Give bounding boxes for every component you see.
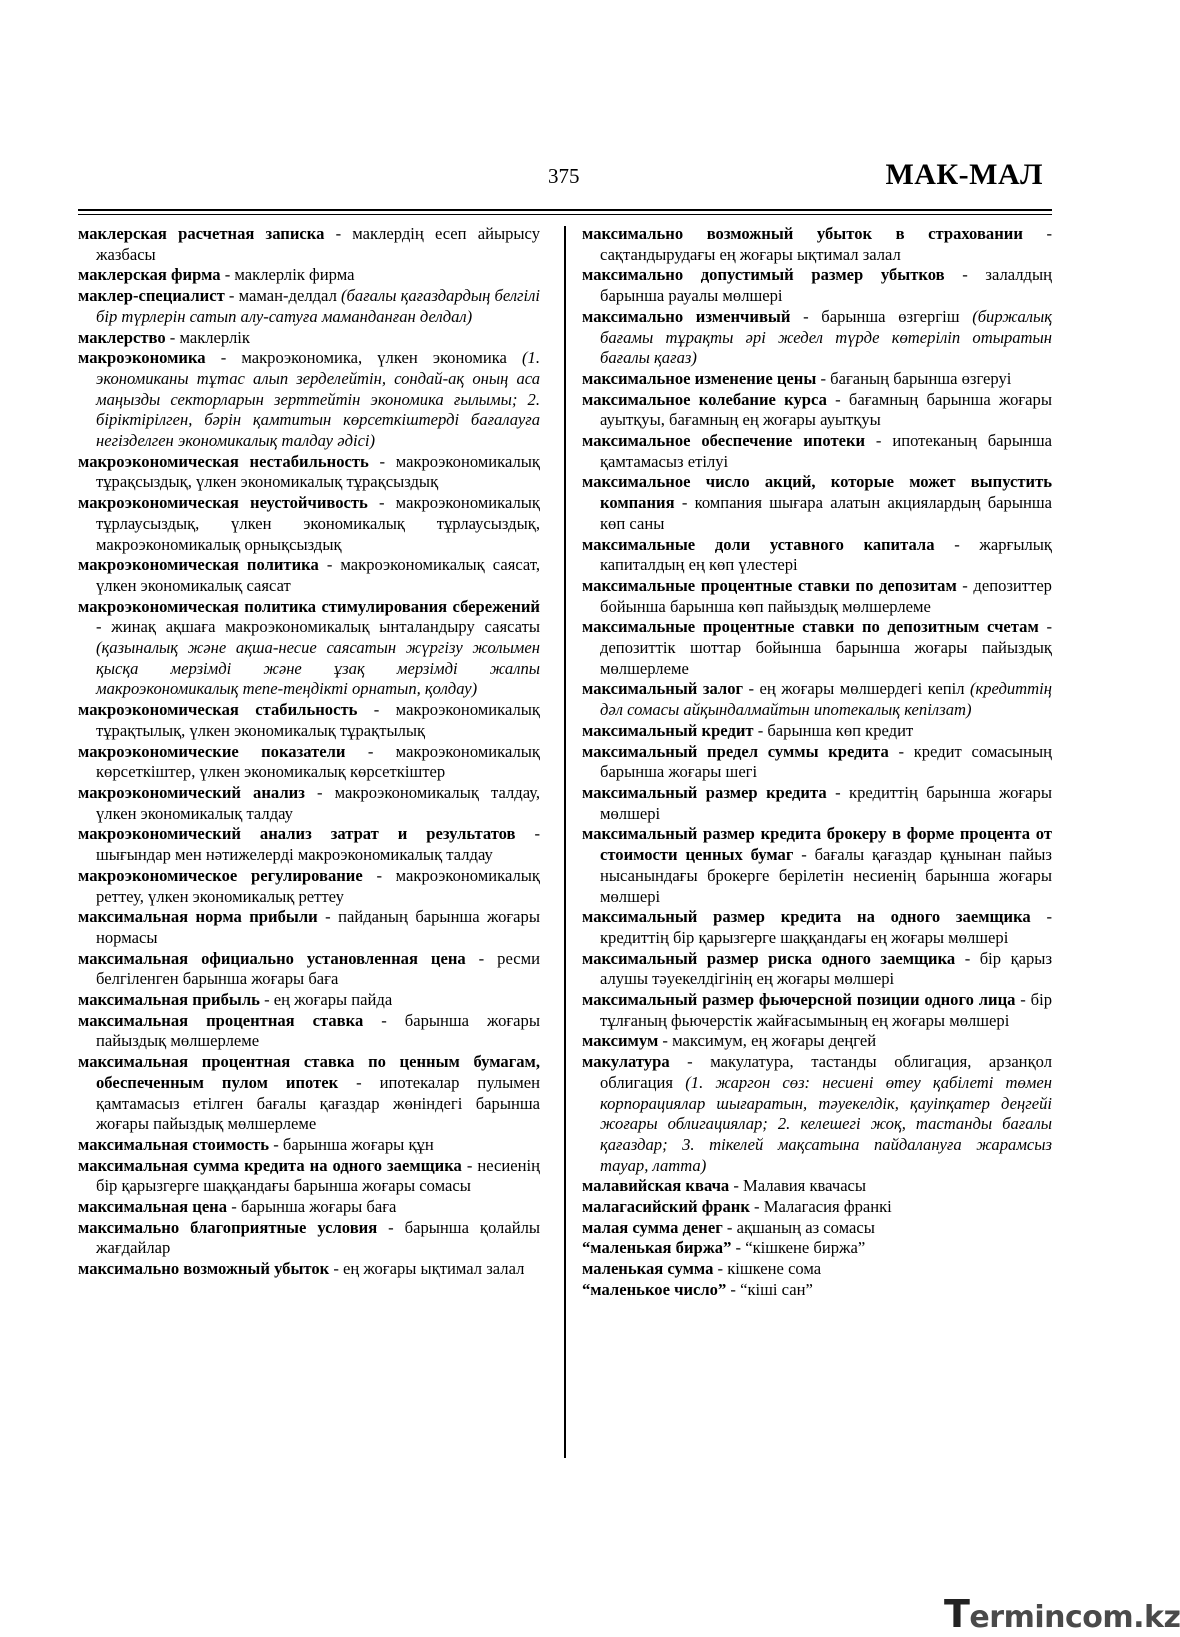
entry-term: макроэкономические показатели [78, 741, 346, 761]
entry-definition: - барынша көп кредит [753, 720, 914, 740]
dictionary-entry [78, 224, 540, 265]
entry-definition: - жарғылық капиталдың ең көп үлестері [600, 534, 1052, 575]
entry-definition: - ең жоғары ықтимал залал [329, 1259, 525, 1279]
entry-term: макроэкономическая политика стимулирования сбережений [78, 596, 540, 616]
entry-definition: - макроэкономика, үлкен экономика [205, 348, 523, 368]
dictionary-entry [582, 1218, 1052, 1239]
entry-definition: - маман-делдал [224, 286, 342, 306]
dictionary-entry [78, 286, 540, 327]
entry-term: маклерство [78, 327, 166, 347]
dictionary-entry [78, 1197, 540, 1218]
entry-term: максимальная стоимость [78, 1134, 270, 1154]
dictionary-entry [582, 1238, 1052, 1259]
watermark-initial: T [944, 1592, 970, 1636]
dictionary-entry [582, 824, 1052, 907]
dictionary-entry [78, 990, 540, 1011]
entry-definition: - компания шығара алатын акциялардың барынша көп саны [600, 493, 1052, 533]
entry-definition: - ипотекалар пулымен қамтамасыз етілген бағалы қағаздар жөніндегі барынша жоғары пайыздық мөлшерлеме [96, 1072, 540, 1134]
entry-note: (1. экономиканы тұтас алып зерделейтін, сондай-ақ оның аса маңызды секторларын зерттейтін экономика ғылымы; 2. біріктірілген, бәрін қамтитын көрсеткіштерді бағалауға негізделген экономикалық талдау әдісі) [96, 348, 540, 451]
entry-note: (бағалы қағаздардың белгілі бір түрлерін сатып алу-сатуға маманданған делдал) [96, 286, 540, 326]
entry-note: (кредиттің дәл сомасы айқындалмайтын ипотекалық кепілзат) [600, 679, 1052, 720]
entry-term: максимальная процентная ставка по ценным бумагам, обеспеченным пулом ипотек [78, 1052, 540, 1092]
dictionary-entry [78, 907, 540, 948]
dictionary-entry [582, 576, 1052, 617]
dictionary-entry [78, 1052, 540, 1135]
entry-definition: - несиенің бір қарызгерге шаққандағы барынша жоғары сомасы [96, 1155, 540, 1196]
entry-term: макроэкономика [78, 348, 206, 368]
entry-term: маклерская фирма [78, 265, 221, 285]
entry-definition: - макроэкономикалық тұрақсыздық, үлкен экономикалық тұрақсыздық [96, 451, 540, 492]
entry-term: маленькая сумма [582, 1259, 714, 1279]
entry-definition: - бір қарыз алушы тәуекелдігінің ең жоғары мөлшері [600, 948, 1053, 989]
entry-term: макроэкономическая политика [78, 555, 319, 575]
entry-definition: - ипотеканың барынша қамтамасыз етілуі [600, 431, 1052, 471]
dictionary-entry [582, 535, 1052, 576]
page-number: 375 [548, 164, 580, 188]
entry-note: (қазыналық және ақша-несие саясатын жүргізу жолымен қысқа мерзімді және ұзақ мерзімді жалпы макроэкономикалық тепе-теңдікті орнатып, қолдау) [96, 638, 540, 699]
entry-term: макроэкономическая неустойчивость [78, 493, 368, 513]
entry-definition: - жинақ ақшаға макроэкономикалық ынталандыру саясаты [96, 617, 540, 637]
entry-term: маклер-специалист [78, 286, 225, 306]
header-rule-thick [78, 209, 1052, 211]
entry-term: макроэкономический анализ затрат и результатов [78, 824, 516, 844]
entry-definition: - шығындар мен нәтижелерді макроэкономикалық талдау [96, 824, 540, 865]
entry-term: макроэкономическая нестабильность [78, 451, 369, 471]
dictionary-entry [582, 265, 1052, 306]
entry-term: “маленькое число” [582, 1279, 727, 1299]
entry-definition: - макроэкономикалық тұрақтылық, үлкен экономикалық тұрақтылық [96, 700, 540, 740]
entry-definition: - макроэкономикалық реттеу, үлкен экономикалық реттеу [96, 865, 540, 906]
dictionary-entry [78, 493, 540, 555]
dictionary-entry [78, 783, 540, 824]
entry-term: максимально благоприятные условия [78, 1217, 378, 1237]
dictionary-entry [582, 1052, 1052, 1176]
dictionary-entry [582, 1280, 1052, 1301]
entry-term: максимально допустимый размер убытков [582, 265, 945, 285]
entry-term: максимальный размер риска одного заемщика [582, 948, 956, 968]
dictionary-entry [78, 1259, 540, 1280]
dictionary-entry [582, 990, 1052, 1031]
entry-term: максимальный размер кредита брокеру в форме процента от стоимости ценных бумаг [582, 824, 1052, 865]
dictionary-entry [78, 265, 540, 286]
dictionary-entry [78, 328, 540, 349]
dictionary-entry [582, 369, 1052, 390]
entry-definition: - кредиттің барынша жоғары мөлшері [600, 782, 1052, 823]
entry-term: максимально возможный убыток [78, 1259, 330, 1279]
dictionary-entry [78, 452, 540, 493]
entry-term: макроэкономическое регулирование [78, 865, 363, 885]
entry-term: максимально изменчивый [582, 306, 791, 326]
entry-term: “маленькая биржа” [582, 1238, 732, 1258]
entry-definition: - маклерлік фирма [220, 265, 355, 285]
entry-definition: - бір тұлғаның фьючерстік жайғасымының ең жоғары мөлшері [600, 990, 1052, 1030]
dictionary-entry [582, 307, 1052, 369]
entry-definition: - макулатура, тастанды облигация, арзанқол облигация [600, 1052, 1052, 1092]
entry-term: максимальная норма прибыли [78, 907, 318, 927]
entry-term: макулатура [582, 1052, 670, 1072]
entry-definition: - макроэкономикалық талдау, үлкен экономикалық талдау [96, 782, 540, 823]
entry-definition: - Малавия квачасы [729, 1176, 867, 1196]
entry-term: максимальный кредит [582, 720, 754, 740]
dictionary-entry [78, 1156, 540, 1197]
entry-definition: - барынша жоғары құн [269, 1134, 434, 1154]
entry-term: макроэкономическая стабильность [78, 700, 358, 720]
dictionary-entry [582, 472, 1052, 534]
dictionary-entry [582, 1031, 1052, 1052]
entry-definition: - кредиттің бір қарызгерге шаққандағы ең жоғары мөлшері [600, 907, 1052, 947]
dictionary-entry [78, 742, 540, 783]
site-watermark [944, 1592, 1180, 1636]
watermark-text: ermincom.kz [969, 1600, 1180, 1635]
entry-term: максимальный размер кредита на одного заемщика [582, 907, 1031, 927]
entry-definition: - бағамның барынша жоғары ауытқуы, бағамның ең жоғары ауытқуы [600, 389, 1052, 430]
dictionary-entry [582, 742, 1052, 783]
entry-term: максимальный залог [582, 679, 744, 699]
entry-note: (1. жаргон сөз: несиені өтеу қабілеті төмен корпорациялар шығаратын, тәуекелдік, қауіпқатер деңгейі жоғары облигациялар; 2. келешегі жоқ, тастанды бағалы қағаздар; 3. тікелей мақсатына пайдалануға жарамсыз тауар, латта) [600, 1072, 1052, 1175]
entry-definition: - “кіші сан” [726, 1279, 813, 1299]
entry-definition: - макроэкономикалық саясат, үлкен экономикалық саясат [96, 555, 541, 595]
entry-term: максимальные доли уставного капитала [582, 534, 935, 554]
entry-term: максимальный предел суммы кредита [582, 741, 889, 761]
dictionary-entry [582, 224, 1052, 265]
dictionary-entry [78, 1135, 540, 1156]
entry-term: максимальная сумма кредита на одного заемщика [78, 1155, 462, 1175]
dictionary-entry [582, 431, 1052, 472]
entry-definition: - пайданың барынша жоғары нормасы [96, 907, 540, 947]
dictionary-entry [582, 617, 1052, 679]
entry-definition: - Малагасия франкі [749, 1197, 892, 1217]
entry-term: максимальное число акций, которые может выпустить компания [582, 472, 1052, 513]
entry-term: максимальный размер фьючерсной позиции одного лица [582, 990, 1016, 1010]
dictionary-entry [582, 1176, 1052, 1197]
entry-definition: - ең жоғары пайда [259, 990, 393, 1010]
entry-term: маклерская расчетная записка [78, 224, 325, 243]
entry-definition: - бағаның барынша өзгеруі [816, 368, 1012, 388]
entry-definition: - ресми белгіленген барынша жоғары баға [96, 948, 540, 989]
entry-term: максимально возможный убыток в страховании [582, 224, 1023, 243]
entry-definition: - максимум, ең жоғары деңгей [658, 1031, 877, 1051]
dictionary-entry [78, 1218, 540, 1259]
running-head: МАК-МАЛ [885, 158, 1043, 191]
entry-definition: - кішкене сома [713, 1259, 822, 1279]
dictionary-entry [78, 824, 540, 865]
entry-definition: - сақтандырудағы ең жоғары ықтимал залал [600, 224, 1052, 264]
entry-definition: - барынша жоғары пайыздық мөлшерлеме [96, 1010, 540, 1051]
entry-definition: - барынша жоғары баға [227, 1197, 397, 1217]
entry-term: малавийская квача [582, 1176, 730, 1196]
entry-definition: - маклердің есеп айырысу жазбасы [96, 224, 541, 264]
entry-term: максимальное колебание курса [582, 389, 827, 409]
entry-definition: - депозиттік шоттар бойынша барынша жоғары пайыздық мөлшерлеме [600, 617, 1052, 678]
entry-definition: - бағалы қағаздар құнынан пайыз нысанындағы брокерге берілетін несиенің барынша жоғары мөлшері [600, 845, 1052, 906]
header-rule-thin [78, 214, 1052, 215]
entry-definition: - барынша қолайлы жағдайлар [96, 1217, 541, 1258]
dictionary-entry [582, 721, 1052, 742]
dictionary-entry [582, 679, 1052, 720]
dictionary-entry [582, 1197, 1052, 1218]
entry-term: максимальная прибыль [78, 990, 260, 1010]
entry-term: максимальное изменение цены [582, 368, 817, 388]
entry-definition: - кредит сомасының барынша жоғары шегі [600, 741, 1052, 782]
dictionary-entry [582, 390, 1052, 431]
entry-definition: - залалдың барынша рауалы мөлшері [600, 265, 1053, 306]
entry-term: максимальная официально установленная цена [78, 948, 466, 968]
entry-term: максимум [582, 1031, 659, 1051]
entry-term: малагасийский франк [582, 1197, 750, 1217]
entry-definition: - ең жоғары мөлшердегі кепіл [743, 679, 970, 699]
dictionary-entry [78, 555, 540, 596]
entry-definition: - депозиттер бойынша барынша көп пайыздық мөлшерлеме [600, 575, 1052, 616]
entry-term: макроэкономический анализ [78, 782, 305, 802]
entry-definition: - барынша өзгергіш [790, 306, 973, 326]
dictionary-entry [582, 783, 1052, 824]
dictionary-entry [78, 949, 540, 990]
dictionary-entry [78, 1011, 540, 1052]
entry-definition: - маклерлік [165, 327, 250, 347]
dictionary-entry [582, 1259, 1052, 1280]
entry-term: максимальная цена [78, 1197, 228, 1217]
entry-term: малая сумма денег [582, 1217, 723, 1237]
dictionary-entry [78, 597, 540, 701]
entry-term: максимальные процентные ставки по депозитам [582, 575, 957, 595]
entry-definition: - “кішкене биржа” [731, 1238, 866, 1258]
right-column [582, 224, 1052, 1301]
dictionary-entry [582, 907, 1052, 948]
entry-note: (биржалық бағамы тұрақты әрі жедел түрде көтеріліп отыратын бағалы қағаз) [600, 306, 1052, 368]
column-divider [564, 226, 566, 1458]
entry-definition: - макроэкономикалық көрсеткіштер, үлкен экономикалық көрсеткіштер [96, 741, 540, 782]
dictionary-entry [582, 949, 1052, 990]
entry-term: максимальное обеспечение ипотеки [582, 431, 866, 451]
entry-term: максимальная процентная ставка [78, 1010, 364, 1030]
left-column [78, 224, 540, 1280]
dictionary-entry [78, 700, 540, 741]
entry-definition: - макроэкономикалық тұрлаусыздық, үлкен экономикалық тұрлаусыздық, макроэкономикалық орнықсыздық [96, 493, 540, 554]
entry-definition: - ақшаның аз сомасы [722, 1217, 875, 1237]
entry-term: максимальные процентные ставки по депозитным счетам [582, 617, 1039, 637]
entry-term: максимальный размер кредита [582, 782, 827, 802]
dictionary-entry [78, 866, 540, 907]
dictionary-entry [78, 348, 540, 452]
